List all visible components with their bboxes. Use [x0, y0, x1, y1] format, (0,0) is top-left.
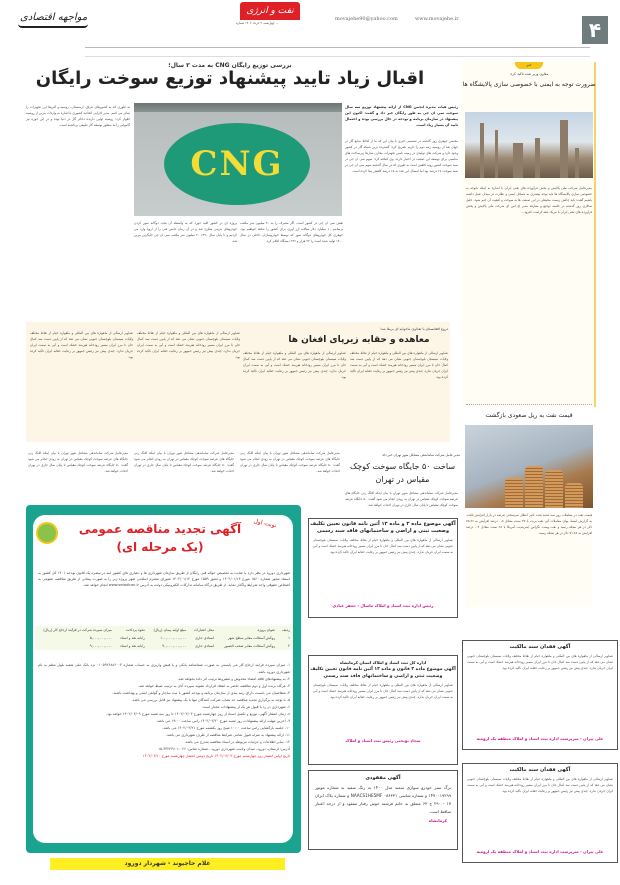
table-header: مبلغ اولیه پیمان (ریال): [153, 628, 187, 632]
table-header: محل اعتبارات: [194, 628, 215, 632]
publish-first: تاریخ اولین انتشار روز چهارشنبه مورخ ۱۴۰۲/۰۳/۰۳: [214, 754, 290, 758]
lost-notice-city: کرمانشاه: [428, 818, 447, 823]
refinery-photo: [465, 112, 593, 178]
deed-loss-1-signature: علی پیران - سرپرست اداره ثبت اسناد و املاک منطقه یک ارومیه: [476, 736, 604, 741]
notice-masal: [308, 518, 458, 618]
tender-publish-dates: [38, 753, 290, 760]
station-kicker: مدیر عامل شرکت ساماندهی مشاغل شهر تهران خبر داد:: [381, 453, 460, 457]
oil-coins-photo: [465, 425, 593, 508]
table-cell: اسنادی جاری: [195, 644, 215, 648]
afghan-col-2: تصاویر ارسالی از ماهواره های بین المللی و ماهواره خیام از نقاط مختلف ولایات سیستان بلوچستان جنوبی نشان می دهد که از پایین دست سد کمال خان تا مرز ایران مسیر رودخانه هیرمند خشک است و آبی به سمت ایران جریان ندارد. چندی پیش نیز رئیس جمهور بر رعایت حقابه ایران تاکید کرده بود.: [243, 351, 346, 379]
side-news-title[interactable]: ضرورت توجه به ایمنی با خصوصی سازی پالایشگاه ها: [462, 81, 596, 88]
table-header: ردیف: [282, 628, 290, 632]
station-body: مدیرعامل شرکت ساماندهی مشاغل شهر تهران با بیان اینکه کلنگ زنی جایگاه های عرضه سوخت کوچک مقیاس در تهران به زودی انجام می شود گفت: ۵۰ جایگاه عرضه سوخت کوچک مقیاس تا پایان سال جاری در تهران احداث خواهد شد.: [345, 491, 458, 507]
table-header: میزان سپرده شرکت در فرآیند ارجاع کار (ریال): [43, 628, 112, 632]
cng-sign: [164, 123, 310, 205]
table-row: [35, 634, 293, 642]
table-cell: روکش آسفالت معابر سطح شهر: [227, 636, 276, 640]
oil-price-body: قیمت نفت در معاملات روز سه شنبه تحت تاثیر انتظار سرسختی عرضه در بازار افزایش یافت. به گزارش ایسنا، بهای معاملات آتی نفت برنت با ۳۷ سنت معادل ۰.۵ درصد افزایش به ۷۵.۹۶ دلار در هر بشکه رسید و نفت وست تگزاس اینترمدیت آمریکا با ۲۸ سنت معادل ۰.۴ درصد افزایش به ۷۱.۸۷ دلار در هر بشکه رسید.: [466, 512, 592, 607]
afghan-col-4: تصاویر ارسالی از ماهواره های بین المللی و ماهواره خیام از نقاط مختلف ولایات سیستان بلوچستان جنوبی نشان می دهد که از پایین دست سد کمال خان تا مرز ایران مسیر رودخانه هیرمند خشک است و آبی به سمت ایران جریان ندارد. چندی پیش نیز رئیس جمهور بر رعایت حقابه ایران تاکید کرده بود.: [30, 331, 133, 359]
afghan-col-1: تصاویر ارسالی از ماهواره های بین المللی و ماهواره خیام از نقاط مختلف ولایات سیستان بلوچستان جنوبی نشان می دهد که از پایین دست سد کمال خان تا مرز ایران مسیر رودخانه هیرمند خشک است و آبی به سمت ایران جریان ندارد. چندی پیش نیز رئیس جمهور بر رعایت حقابه ایران تاکید کرده بود.: [350, 351, 448, 379]
email-link[interactable]: movajehe90@yahoo.com: [335, 16, 398, 22]
main-col-1: محسن جوهری روز گذشته در نشستی خبری با بیان این که ما از لحاظ منابع گاز در جهان بعد از روسیه رتبه دوم را داریم تصریح کرد: گسترده ترین شبکه گاز در کشور وجود دارد و شرکت های تولیدی در زمینه تامین تجهیزات مخازن سازها زیرساخت های مناسبی برای توسعه این صنعت در اختیار دارند. وی اضافه کرد: سهم سی ان جی در سبد سوخت کشور روبه کاهش است به طوری که در سال گذشته سهم سی ان جی در سبد سوخت ۱۷ درصد بود اما امسال این عدد به ۱۵ درصد کاهش پیدا کرده است.: [345, 139, 458, 173]
lost-notice: [308, 770, 458, 850]
condition-item: ۱- میزان سپرده فرایند ارجاع کار می بایستی به صورت ضمانتنامه بانکی و یا فیش واریزی به حساب شماره ۰۱۰۵۹۳۶۸۸۶۰۰۳ نزد بانک ملی شعبه بلوار معلم به نام شهرداری دورود باشد.: [38, 663, 290, 674]
table-row: [35, 642, 293, 650]
table-header-row: [35, 626, 293, 634]
condition-item: ۱۲- سایر اطلاعات و جزئیات مربوطه در اسناد مناقصه مندرج می باشد.: [184, 740, 290, 744]
condition-item: ۹- آخرین مهلت ارائه پیشنهادات روز شنبه مورخ ۱۴۰۲/۰۳/۲۰ راس ساعت ۱۹:۰۰ می باشد.: [155, 719, 290, 723]
main-lead: رئیس هیات مدیره انجمن CNG از ارائه پیشنهاد توزیع سه سال سوخت سی ان جی به طور رایگان خبر داد و گفت: اکنون این پیشنهاد در سازمان برنامه و بودجه در حال بررسی بوده و احتمال تایید آن بسیار زیاد است.: [345, 105, 458, 127]
table-cell: ۵,۰۰۰,۰۰۰,۰۰۰: [89, 636, 112, 640]
section-badge: نفت و انرژی: [240, 2, 300, 20]
header-rule-secondary: [85, 56, 590, 57]
table-cell: ۹,۰۰۰,۰۰۰,۰۰۰: [89, 644, 112, 648]
table-cell: رایانه نقد و اسناد: [120, 644, 145, 648]
condition-item: ۶- شهرداری در رد یا قبول هر یک از پیشنهادات مختار است.: [201, 705, 290, 709]
side-divider: [466, 404, 592, 405]
tender-contact: آدرس: لرستان، دورود، میدان ولایت، شهرداری دورود - شماره تماس: ۰۶۶-۴۳۲۲۳۸۰۱-۱۵: [158, 747, 290, 751]
notice-kermanshah-header: اداره کل ثبت اسناد و املاک استان کرمانشاه: [339, 660, 427, 665]
main-col-4: به طوری که به کشورهای عراق، ارمنستان، روسیه و آفریقا این تجهیزات را صادر می کنیم. مدیر اجرایی اتحادیه کشوری با اشاره به واردات بنزین از روسیه اظهار کرد: روسیه اولین دارنده ذخائر گاز در دنیا بوده و در این حوزه نیز گامهایی را به منظور توسعه گاز طبیعی برداشته است.: [26, 105, 130, 127]
notice-masal-body: تصاویر ارسالی از ماهواره های بین المللی و ماهواره خیام از نقاط مختلف ولایات سیستان بلوچستان جنوبی نشان می دهد که از پایین دست سد کمال خان تا مرز ایران مسیر رودخانه هیرمند خشک است و آبی به سمت ایران جریان ندارد. چندی پیش نیز رئیس جمهور بر رعایت حقابه ایران تاکید کرده بود.: [313, 538, 453, 554]
table-cell: اسنادی جاری: [195, 636, 215, 640]
publish-second: تاریخ دومین انتشار چهارشنبه مورخ ۱۴۰۲/۰۳/۱۰: [142, 754, 214, 758]
tender-ad-title-line2: (یک مرحله ای): [116, 540, 204, 554]
main-col-3: پروژه ای در کشور کلید خورد که به واسطه آن بحث دوگانه سوز کردن خودروهای بنزینی مطرح شد و در آن زمان دانش فنی را از اروپا وارد می کردیم و تا پایان سال ۱۳۹۰ ۲۰ میلیون متر مکعب سی ان جی جایگزین بنزین شد.: [134, 221, 237, 243]
table-cell: ۲: [288, 644, 290, 648]
oil-price-title[interactable]: قیمت نفت به ریل صعودی بازگشت: [485, 412, 573, 419]
brand-swoosh-icon: [18, 24, 88, 28]
notice-kermanshah-title: آگهی موضوع ماده ۳ قانون و ماده ۱۳ آئین نامه قانون تعیین تکلیف وضعیت ثبتی و اراضی و ساختمانهای فاقد سند رسمی: [310, 667, 456, 679]
header-rule: [85, 47, 590, 48]
dorud-municipality-logo-icon: [36, 522, 58, 544]
main-col-2: نقش سی ان جی در کشور است. اگر مصرف را به ۴۰ میلیون متر مکعب برسانیم ۱۰ میلیارد دلار سالانه ارز آوری برای کشور را شاهد خواهیم بود. جوهری کل خودروهای دوگانه سوز که توسط خودروسازان داخلی در سال ۱۴۰۰ تولید شده است را ۲۲ هزار و ۲۹۶ دستگاه اعلام کرد.: [240, 221, 343, 243]
deed-loss-1-body: تصاویر ارسالی از ماهواره های بین المللی و ماهواره خیام از نقاط مختلف ولایات سیستان بلوچستان جنوبی نشان می دهد که از پایین دست سد کمال خان تا مرز ایران مسیر رودخانه هیرمند خشک است و آبی به سمت ایران جریان ندارد. چندی پیش نیز رئیس جمهور بر رعایت حقابه ایران تاکید کرده بود.: [467, 654, 613, 670]
condition-item: ۵- با توجه به برگزاری تجدید مناقصه حد نصاب شرکت کنندگان تنها با یک پیشنهاد نیز قابل بررسی می باشد.: [131, 698, 290, 702]
afghan-title[interactable]: معاهده و حقابه زیرپای افغان ها: [288, 335, 430, 345]
notice-kermanshah: [308, 655, 458, 765]
main-headline[interactable]: اقبال زیاد تایید پیشنهاد توزیع سوخت رایگان: [35, 68, 425, 89]
condition-item: ۴- متقاضیان می بایست دارای رتبه بندی از سازمان برنامه و بودجه کشور با ثبت ساجار و گواهی ایمنی و بهداشت باشند.: [112, 691, 290, 695]
side-news-kicker: معاون وزیر نفت تاکید کرد:: [509, 72, 549, 76]
deed-loss-notice-2: [462, 763, 618, 863]
tender-signature: غلام حاجیوند - شهردار دورود: [50, 858, 285, 870]
side-news-body: مدیرعامل شرکت ملی پالایش و پخش فرآورده های نفتی ایران با اشاره به اینکه باتوجه به خصوصی سازی پالایشگاه ها باید توجه بیشتری به مسائل ایمنی و نظارت در میدان عمل داشته باشیم گفت: باید چالش زیست محیطی در این صنعت ها به سوخت و کیفیت آن ختم شود. جلیل سالاری روز گذشته در جلسه توجیع و معارفه مدیر اچ اس ای شرکت ملی پالایش و پخش فرآورده های نفتی ایران با تبریک دهه کرامت، افزود...: [466, 186, 592, 214]
afghan-col-3: تصاویر ارسالی از ماهواره های بین المللی و ماهواره خیام از نقاط مختلف ولایات سیستان بلوچستان جنوبی نشان می دهد که از پایین دست سد کمال خان تا مرز ایران مسیر رودخانه هیرمند خشک است و آبی به سمت ایران جریان ندارد. چندی پیش نیز رئیس جمهور بر رعایت حقابه ایران تاکید کرده بود.: [137, 331, 240, 359]
table-cell: ۱: [288, 636, 290, 640]
lost-notice-body: برگ سبز خودرو سواری سمند مدل ۱۴۰۰ به رنگ سفید به شماره موتور ۱۴۷۰۰۱۹۲۹۹ و شماره شاسی NAACS1HE5MF ۰۸۶۳۳۱ و شماره پلاک ایران ۱۷ - ۲۹۰ ج ۶۳ متعلق به خانم فرشته خوش رفتار مفقود و از درجه اعتبار ساقط است.: [315, 785, 452, 814]
tender-conditions: [38, 662, 290, 822]
condition-item: ۱۱- ارائه پیشنهاد به منزله قبول تمامی شرایط مناقصه از طرف شهرداری می باشد.: [165, 733, 290, 737]
deed-loss-2-body: تصاویر ارسالی از ماهواره های بین المللی و ماهواره خیام از نقاط مختلف ولایات سیستان بلوچستان جنوبی نشان می دهد که از پایین دست سد کمال خان تا مرز ایران مسیر رودخانه هیرمند خشک است و آبی به سمت ایران جریان ندارد. چندی پیش نیز رئیس جمهور بر رعایت حقابه ایران تاکید کرده بود.: [467, 777, 613, 793]
page-number: ۴: [582, 16, 608, 44]
main-kicker: بررسی توزیع رایگان CNG به مدت ۳ سال؛: [168, 62, 292, 69]
cng-sign-text: CNG: [190, 144, 284, 184]
cng-photo: [134, 103, 342, 216]
deed-loss-notice-1: [462, 640, 618, 750]
table-cell: روکش آسفالت معابر صحب الصبور: [224, 644, 276, 648]
brand-logo: مواجهه اقتصادی: [20, 12, 88, 23]
afghan-kicker: دروغ افغانستان با تعداوی ماجوابه ای برملا شد؛: [379, 327, 448, 331]
website-link[interactable]: www.movajehe.ir: [415, 16, 459, 22]
tender-ad-title: [60, 520, 260, 556]
tender-ad-intro: شهرداری دورود در نظر دارد با عنایت به تخصیص حواله فنی رایگان از طریق سازمان شهرداری ها و دهیاری های کشور ابند در تبصره یک قانون بودجه ۱۴۰۱ کل کشور به استناد مجوز شماره ۱۵۶۰ مورخ ۱۴۰۲/۰۱/۱۳ و مجوز ۱۵۵۹ مورخ ۱۴۰۲/۰۱/۱۲ شورای محترم اسلامی شهر پروژه زیر را به صورت پیمانی از طریق مناقصه عمومی به اشخاص حقوقی واجد شرایط واگذار نماید. از طریق درگاه سامانه تدارکات الکترونیکی دولت به آدرس www.setadiran.ir انجام خواهد شد.: [38, 571, 290, 587]
table-header: نحوه پرداخت: [125, 628, 145, 632]
side-news-tag: خبر: [515, 62, 543, 69]
deed-loss-2-signature: علی پیران - سرپرست اداره ثبت اسناد و املاک منطقه یک ارومیه: [476, 849, 604, 854]
condition-item: ۱۰- جلسه بازگشایی راس ساعت ۱۰:۰۰ صبح روز یکشنبه مورخ ۱۴۰۲/۰۳/۲۱ می باشد.: [162, 726, 290, 730]
notice-kermanshah-signature: سجاد نوبختی رئیس ثبت اسناد و املاک: [345, 738, 421, 743]
table-cell: ۱۰۰,۰۰۰,۰۰۰,۰۰۰: [160, 636, 187, 640]
notice-masal-signature: رئیس اداره ثبت اسناد و املاک ماسال - جعفر عبادی: [332, 603, 434, 608]
station-title[interactable]: ساخت ۵۰ جایگاه سوخت کوچک مقیاس در تهران: [349, 462, 456, 484]
table-cell: ۹۰,۰۰۰,۰۰۰,۰۰۰: [162, 644, 187, 648]
station-col-2: مدیرعامل شرکت ساماندهی مشاغل شهر تهران با بیان اینکه کلنگ زنی جایگاه های عرضه سوخت کوچک مقیاس در تهران به زودی انجام می شود گفت: ۵۰ جایگاه عرضه سوخت کوچک مقیاس تا پایان سال جاری در تهران احداث خواهد شد.: [240, 451, 340, 473]
tender-projects-table: [35, 626, 293, 650]
tender-ad-title-line1: آگهی تجدید مناقصه عمومی: [78, 522, 242, 536]
notice-kermanshah-body: تصاویر ارسالی از ماهواره های بین المللی و ماهواره خیام از نقاط مختلف ولایات سیستان بلوچستان جنوبی نشان می دهد که از پایین دست سد کمال خان تا مرز ایران مسیر رودخانه هیرمند خشک است و آبی به سمت ایران جریان ندارد. چندی پیش نیز رئیس جمهور بر رعایت حقابه ایران تاکید کرده بود.: [313, 683, 453, 699]
issue-date: چهارشنبه ۲ خرداد ۱۴۰۲ شماره ...: [236, 21, 279, 25]
station-col-3: مدیرعامل شرکت ساماندهی مشاغل شهر تهران با بیان اینکه کلنگ زنی جایگاه های عرضه سوخت کوچک مقیاس در تهران به زودی انجام می شود گفت: ۵۰ جایگاه عرضه سوخت کوچک مقیاس تا پایان سال جاری در تهران احداث خواهد شد.: [134, 451, 234, 473]
notice-masal-title: آگهی موضوع ماده ۳ و ماده ۱۳ آئین نامه قانون تعیین تکلیف وضعیت ثبتی و اراضی و ساختمانهای فاقد سند رسمی: [310, 521, 456, 534]
condition-item: ۸- زمان انتشار آگهی، توزیع و تکمیل اسناد از روز چهارشنبه مورخ ۱۴۰۲/۰۳/۰۳ تا روز سه شنبه مورخ ۱۴۰۲/۰۳/۰۹ خواهد بود.: [105, 712, 290, 716]
table-cell: رایانه نقد و اسناد: [120, 636, 145, 640]
deed-loss-1-title: آگهی فقدان سند مالکیت: [509, 644, 571, 650]
deed-loss-2-title: آگهی فقدان سند مالکیت: [509, 767, 571, 773]
tender-ad-round-badge: نوبت اول: [252, 517, 278, 530]
condition-item: ۲- به پیشنهادهای فاقد امضاء مخدوش و مشروط ترتیب اثر داده نخواهد شد.: [177, 677, 290, 681]
station-col-4: مدیرعامل شرکت ساماندهی مشاغل شهر تهران با بیان اینکه کلنگ زنی جایگاه های عرضه سوخت کوچک مقیاس در تهران به زودی انجام می شود گفت: ۵۰ جایگاه عرضه سوخت کوچک مقیاس تا پایان سال جاری در تهران احداث خواهد شد.: [28, 451, 128, 473]
lost-notice-title: آگهی مفقودی: [365, 775, 401, 781]
table-header: عنوان پروژه: [257, 628, 276, 632]
condition-item: ۳- هرگاه برنده اول و دوم مناقصه حاضر به انعقاد قرارداد نشوند سپرده آنان به ترتیب ضبط خواهد شد.: [138, 684, 290, 688]
